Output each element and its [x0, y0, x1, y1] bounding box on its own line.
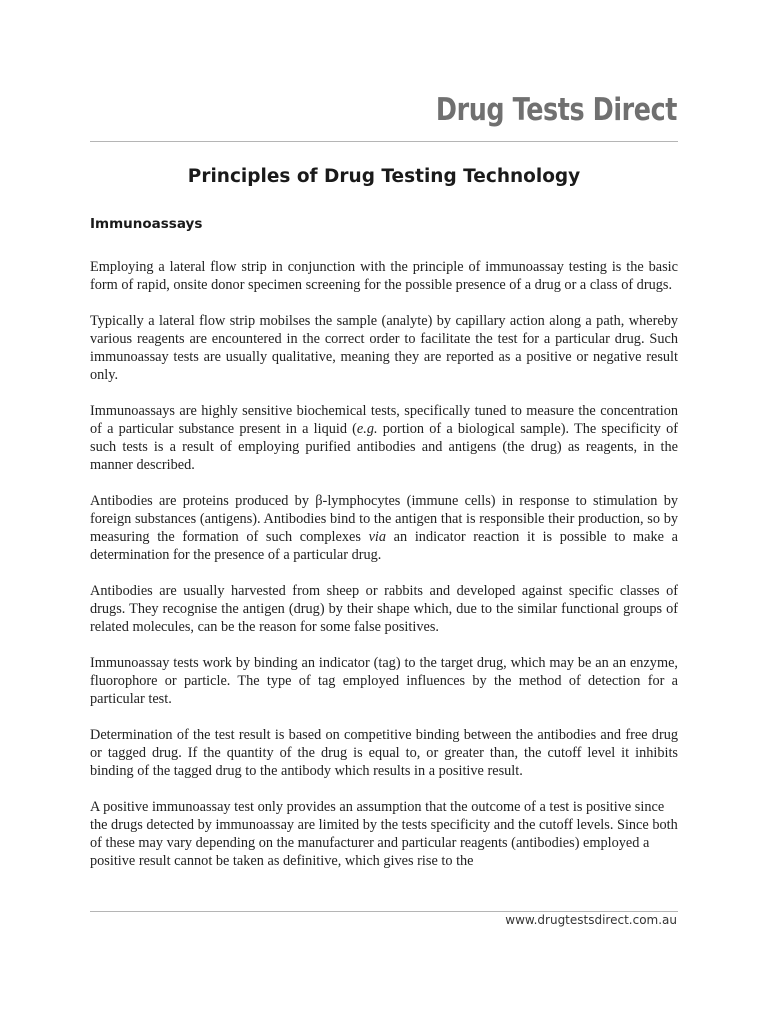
paragraph-3: Immunoassays are highly sensitive biochemical tests, specifically tuned to measure the concentration of a particular substance present in a liquid (e.g. portion of a biological sample). The specificity of such tests is a result of employing purified antibodies and antigens (the drug) as reagents, in the manner described.: [90, 403, 678, 473]
brand-logo-text: Drug Tests Direct: [435, 92, 677, 128]
paragraph-8: A positive immunoassay test only provides an assumption that the outcome of a test is positive since the drugs detected by immunoassay are limited by the tests specificity and the cutoff levels. Since both of these may vary depending on the manufacturer and particular reagents (antibodies) employed a positive result cannot be taken as definitive, which gives rise to the: [90, 799, 678, 869]
paragraph-2: Typically a lateral flow strip mobilses the sample (analyte) by capillary action along a path, whereby various reagents are encountered in the correct order to facilitate the test for a particular drug. Such immunoassay tests are usually qualitative, meaning they are reported as a positive or negative result only.: [90, 313, 678, 383]
footer-divider: [90, 911, 678, 912]
emphasis-via: via: [368, 529, 387, 545]
paragraph-1: Employing a lateral flow strip in conjunction with the principle of immunoassay testing is the basic form of rapid, onsite donor specimen screening for the possible presence of a drug or a class of drugs.: [90, 259, 678, 293]
section-heading: Immunoassays: [90, 216, 203, 232]
paragraph-7: Determination of the test result is based on competitive binding between the antibodies and free drug or tagged drug. If the quantity of the drug is equal to, or greater than, the cutoff level it inhibits binding of the tagged drug to the antibody which results in a positive result.: [90, 727, 678, 779]
footer-url: www.drugtestsdirect.com.au: [505, 913, 677, 927]
paragraph-4: Antibodies are proteins produced by β-lymphocytes (immune cells) in response to stimulation by foreign substances (antigens). Antibodies bind to the antigen that is responsible their production, so by measuring the formation of such complexes via an indicator reaction it is possible to make a determination for the presence of a particular drug.: [90, 493, 678, 563]
header-divider: [90, 141, 678, 142]
emphasis-eg: e.g.: [356, 421, 378, 437]
paragraph-5: Antibodies are usually harvested from sheep or rabbits and developed against specific classes of drugs. They recognise the antigen (drug) by their shape which, due to the similar functional groups of related molecules, can be the reason for some false positives.: [90, 583, 678, 635]
body-text: [90, 258, 678, 870]
paragraph-6: Immunoassay tests work by binding an indicator (tag) to the target drug, which may be an an enzyme, fluorophore or particle. The type of tag employed influences by the method of detection for a particular test.: [90, 655, 678, 707]
page-title: Principles of Drug Testing Technology: [187, 166, 581, 187]
